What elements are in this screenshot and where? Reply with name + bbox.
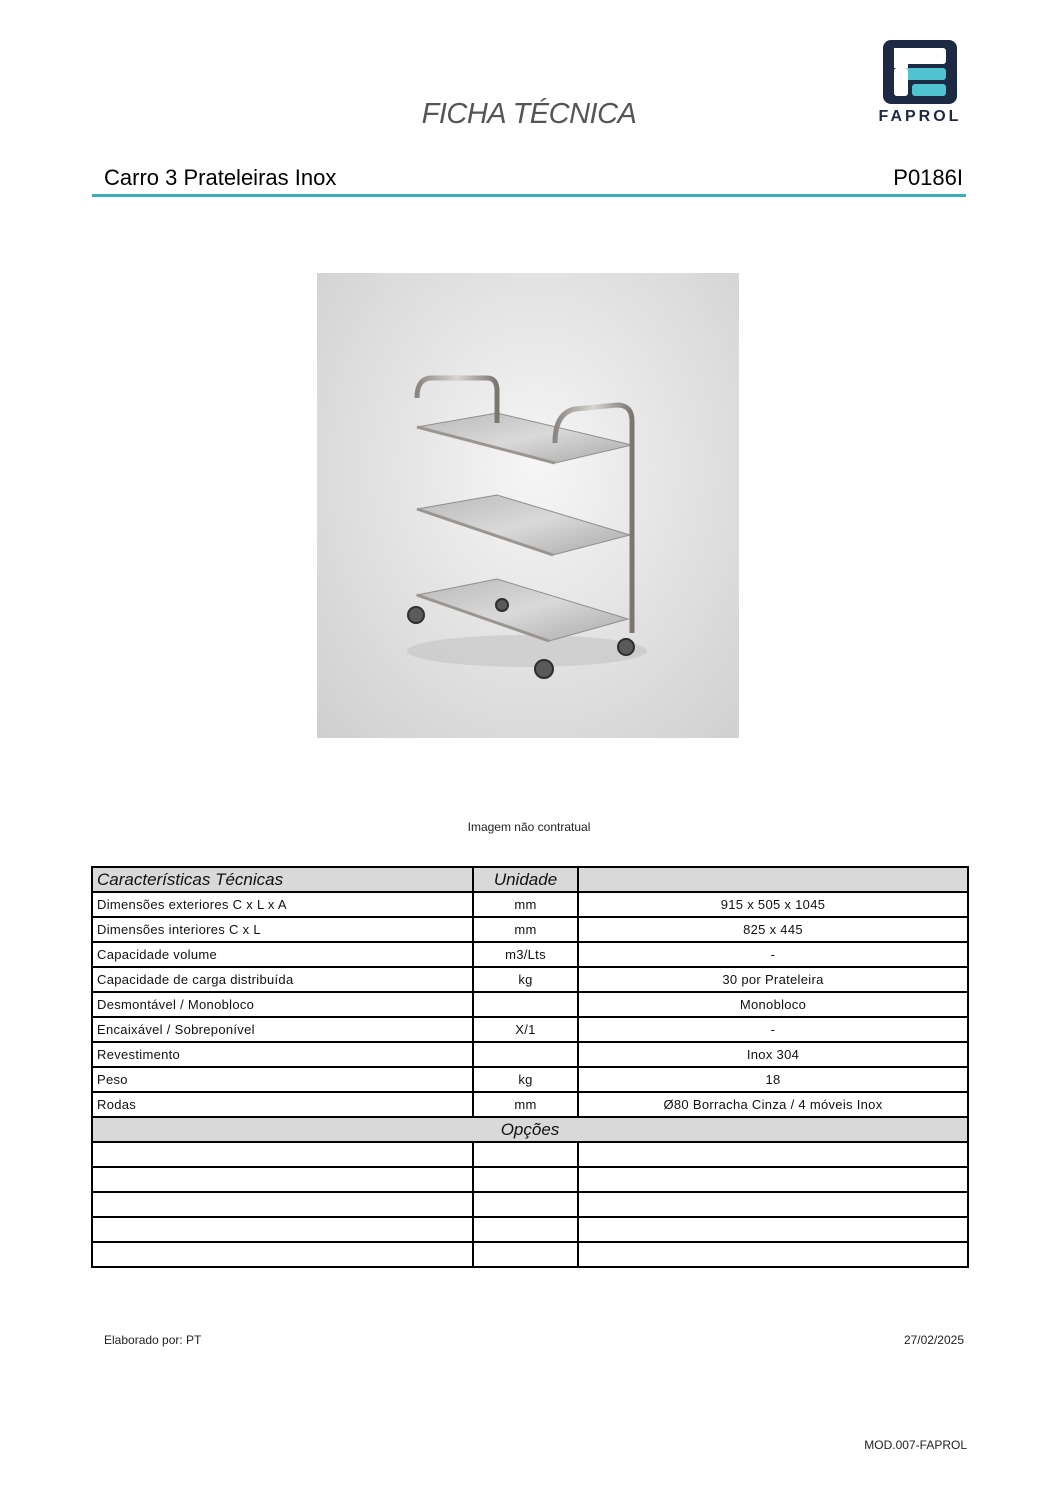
row-unit: m3/Lts [473,942,578,967]
row-label: Capacidade volume [92,942,473,967]
specs-header-row [92,867,968,892]
row-value: - [578,1017,968,1042]
row-unit: mm [473,917,578,942]
row-value: Ø80 Borracha Cinza / 4 móveis Inox [578,1092,968,1117]
row-label: Dimensões interiores C x L [92,917,473,942]
row-value: Monobloco [578,992,968,1017]
table-row [92,1017,968,1042]
product-code: P0186I [893,165,963,190]
form-code: MOD.007-FAPROL [864,1438,967,1452]
row-label: Desmontável / Monobloco [92,992,473,1017]
row-value: 18 [578,1067,968,1092]
row-value: Inox 304 [578,1042,968,1067]
row-unit: mm [473,1092,578,1117]
product-photo [317,273,739,738]
specs-table [91,866,969,1268]
empty-option-row [92,1242,968,1267]
document-title: FICHA TÉCNICA [421,98,637,130]
options-header-row [92,1117,968,1142]
empty-option-row [92,1217,968,1242]
row-value: - [578,942,968,967]
empty-option-row [92,1167,968,1192]
row-label: Rodas [92,1092,473,1117]
table-row [92,992,968,1017]
title-divider [92,194,966,197]
row-unit: kg [473,967,578,992]
table-row [92,917,968,942]
cart-illustration [317,273,739,738]
row-unit [473,992,578,1017]
empty-option-row [92,1142,968,1167]
logo-wordmark: FAPROL [878,108,962,125]
prepared-by: Elaborado por: PT [104,1333,202,1347]
options-title: Opções [92,1117,968,1142]
row-unit: mm [473,892,578,917]
header-characteristics: Características Técnicas [92,867,473,892]
header-unit: Unidade [473,867,578,892]
row-unit: kg [473,1067,578,1092]
row-label: Revestimento [92,1042,473,1067]
product-name: Carro 3 Prateleiras Inox [104,165,337,190]
row-value: 30 por Prateleira [578,967,968,992]
row-unit [473,1042,578,1067]
table-row [92,892,968,917]
row-label: Capacidade de carga distribuída [92,967,473,992]
row-value: 825 x 445 [578,917,968,942]
document-date: 27/02/2025 [903,1333,964,1347]
table-row [92,1042,968,1067]
row-label: Peso [92,1067,473,1092]
table-row [92,942,968,967]
header-value [578,867,968,892]
image-caption: Imagem não contratual [467,820,591,834]
table-row [92,1067,968,1092]
row-label: Dimensões exteriores C x L x A [92,892,473,917]
row-label: Encaixável / Sobreponível [92,1017,473,1042]
row-unit: X/1 [473,1017,578,1042]
table-row [92,967,968,992]
empty-option-row [92,1192,968,1217]
table-row [92,1092,968,1117]
row-value: 915 x 505 x 1045 [578,892,968,917]
